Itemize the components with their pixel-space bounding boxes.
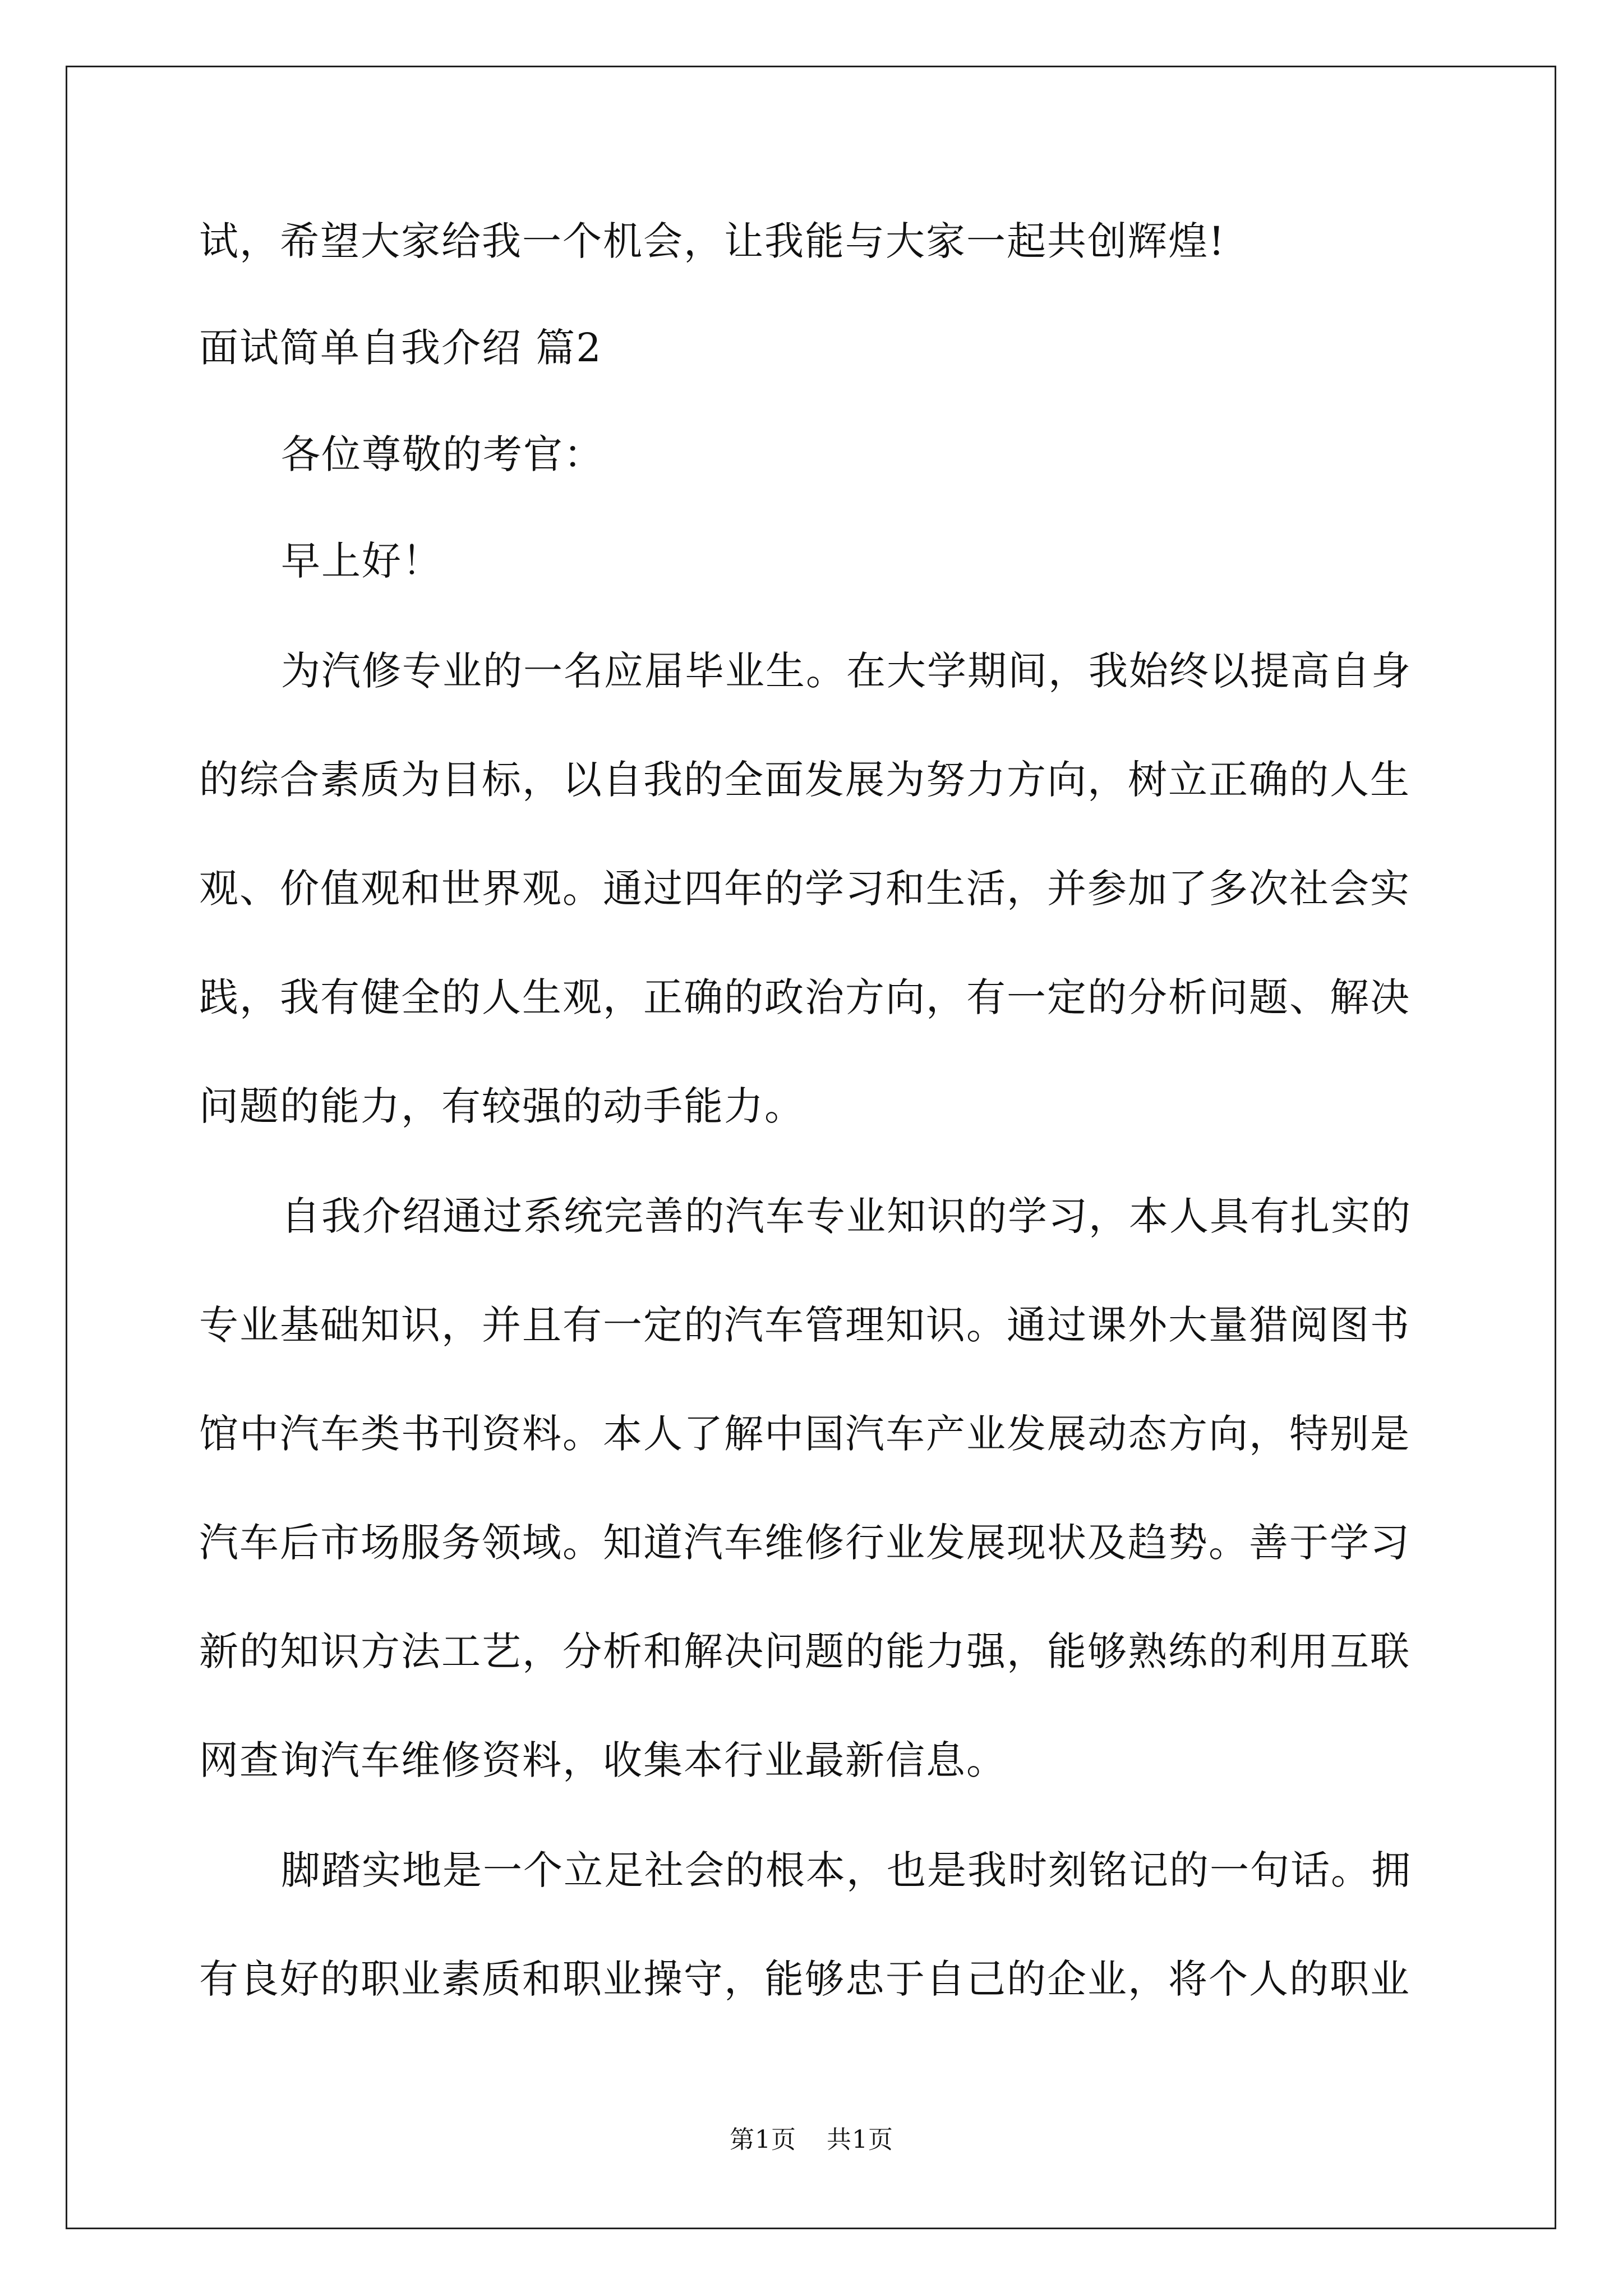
paragraph-line: 践，我有健全的人生观，正确的政治方向，有一定的分析问题、解决 — [199, 974, 1410, 1020]
page-footer — [0, 2123, 1623, 2157]
paragraph-line: 问题的能力，有较强的动手能力。 — [199, 1083, 805, 1129]
paragraph-line: 脚踏实地是一个立足社会的根本，也是我时刻铭记的一句话。拥 — [281, 1847, 1412, 1893]
paragraph-3 — [199, 1842, 1433, 2007]
paragraph-line: 汽车后市场服务领域。知道汽车维修行业发展现状及趋势。善于学习 — [199, 1520, 1410, 1566]
paragraph-line: 馆中汽车类书刊资料。本人了解中国汽车产业发展动态方向，特别是 — [199, 1411, 1410, 1457]
paragraph-line: 有良好的职业素质和职业操守，能够忠于自己的企业，将个人的职业 — [199, 1956, 1410, 2002]
paragraph-line: 网查询汽车维修资料，收集本行业最新信息。 — [199, 1737, 1007, 1783]
paragraph-line: 为汽修专业的一名应届毕业生。在大学期间，我始终以提高自身 — [281, 648, 1412, 694]
paragraph-1 — [199, 643, 1433, 1134]
paragraph-line: 专业基础知识，并且有一定的汽车管理知识。通过课外大量猎阅图书 — [199, 1302, 1410, 1348]
paragraph-line: 自我介绍通过系统完善的汽车专业知识的学习，本人具有扎实的 — [281, 1193, 1412, 1239]
section-heading: 面试简单自我介绍 篇2 — [199, 325, 602, 371]
paragraph-line: 观、价值观和世界观。通过四年的学习和生活，并参加了多次社会实 — [199, 866, 1410, 912]
page-number-current: 第1页 — [730, 2125, 796, 2154]
page-number-total: 共1页 — [827, 2125, 893, 2154]
continuation-line: 试，希望大家给我一个机会，让我能与大家一起共创辉煌! — [199, 218, 1226, 264]
salutation: 各位尊敬的考官： — [281, 431, 604, 477]
paragraph-line: 的综合素质为目标，以自我的全面发展为努力方向，树立正确的人生 — [199, 757, 1410, 803]
paragraph-line: 新的知识方法工艺，分析和解决问题的能力强，能够熟练的利用互联 — [199, 1628, 1410, 1674]
paragraph-2 — [199, 1188, 1433, 1788]
document-body — [199, 213, 1433, 2007]
greeting: 早上好！ — [281, 538, 442, 584]
